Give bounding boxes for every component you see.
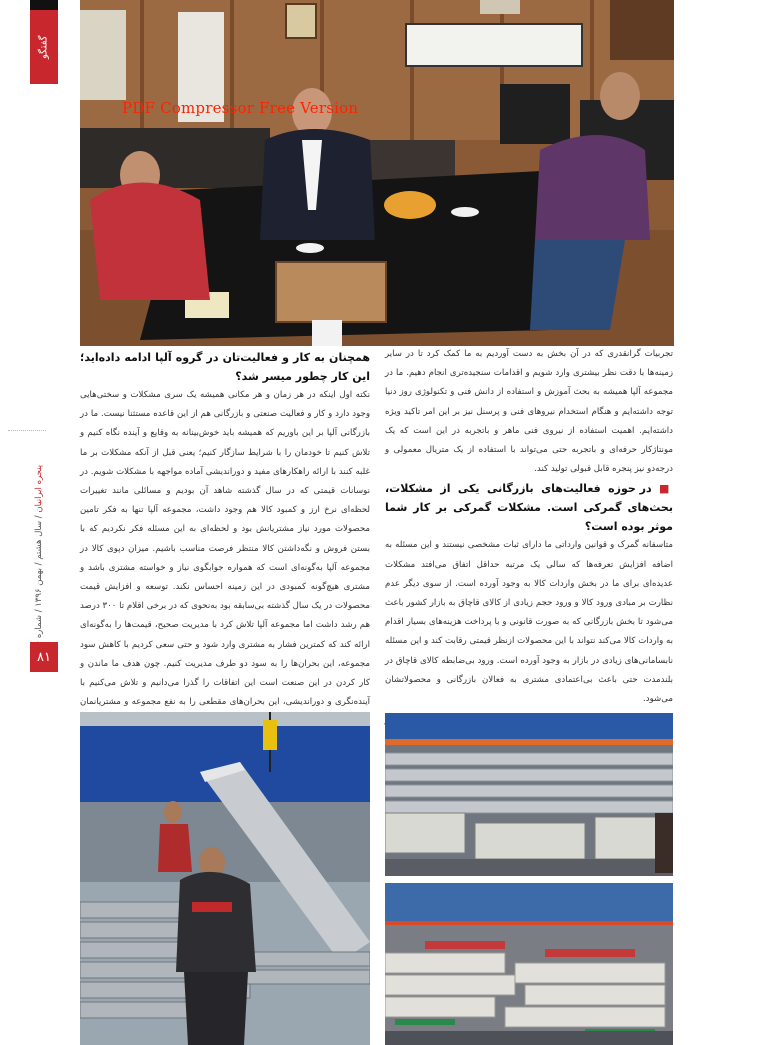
- answer-continuity: نکته اول اینکه در هر زمان و هر مکانی همیشه یک سری مشکلات و سختی‌هایی وجود دارد و کار و فعالیت صنعتی و بازرگانی هم از این قاعده مستثنا نیست. ما در بازرگانی آلپا بر این باوریم که همیشه باید خوش‌بینانه به وقایع و آینده نگاه کنیم و تلاش کنیم تا خودمان را با شرایط سازگار کنیم؛ یعنی قبل از آنکه مشکلات بر ما غلبه کنند با ارائه راهکارهای مفید و دوراندیشی آماده مواجهه با مشکلات شویم. در نوسانات قیمتی که در سال گذشته شاهد آن بودیم و مسائلی مانند تغییرات لحظه‌ای نرخ ارز و کمبود کالا هم وجود داشت، مجموعه آلپا تنها به فکر تامین محصولات مورد نیاز مشتریانش بود و لحظه‌ای به این مسئله فکر نکردیم که با بستن فروش و نگه‌داشتن کالا منتظر فرصت مناسب باشیم. میزان دپوی کالا در مجموعه آلپا به‌گونه‌ای است که همواره جوابگوی نیاز و خواسته مشتری باشد و مشتری هیچ‌گونه کمبودی در این زمینه احساس نکند. توسعه و افزایش قیمت محصولات در یک سال گذشته بی‌سابقه بود به‌نحوی که در برخی اقلام تا ۳۰۰ درصد هم رشد داشت اما مجموعه آلپا تلاش کرد با مدیریت صحیح، قیمت‌ها را به‌گونه‌ای ارائه کند که کمترین فشار به مشتری وارد شود و حتی سعی کردیم با کاهش سود مجموعه، این بحران‌ها را به سود دو طرف مدیریت کنیم. چون هدف ما ماندن و کار کردن در این صنعت است این اتفاقات را گذرا می‌دانیم و تلاش می‌کنیم با آینده‌نگری و دوراندیشی، این بحران‌های مقطعی را به نفع مجموعه و مشتریانمان: [80, 390, 370, 708]
- warehouse-bottom-image: [385, 883, 673, 1045]
- page-number: [30, 642, 58, 672]
- left-text-column: [80, 348, 370, 732]
- workers-steel-image: [80, 712, 370, 1045]
- warehouse-top-image: [385, 713, 673, 876]
- issue-info: / سال هشتم / بهمن ۱۳۹۶ / شماره: [34, 515, 44, 639]
- warehouse-photo-top: [385, 713, 673, 876]
- question-customs: [385, 479, 673, 536]
- magazine-issue-label: [34, 420, 48, 650]
- page-number-text: ۸۱: [37, 649, 51, 665]
- section-tab-label: گفتگو: [38, 35, 50, 59]
- answer-customs: متاسفانه گمرک و قوانین وارداتی ما دارای ثبات مشخصی نیستند و این مسئله به اضافه افزایش تعرفه‌ها که سالی یک مرتبه حداقل اتفاق می‌افتد مشکلات عدیده‌ای برای ما در بخش واردات کالا به وجود آورده است. از سوی دیگر عدم نظارت بر مبادی ورود کالا و ورود حجم زیادی از کالای قاچاق به بازار کشور باعث می‌شود تا بخش بازرگانی که به صورت قانونی و با پرداخت هزینه‌های بسیار اقدام به واردات کالا می‌کند نتواند با این محصولات ازنظر قیمتی رقابت کند و این مسئله نابسامانی‌های زیادی در بازار به وجود آورده است. ورود بی‌ضابطه کالای قاچاق در بلندمدت حتی باعث بی‌اعتمادی مشتری به فعالان بازرگانی و محصولاتشان می‌شود.: [385, 540, 673, 705]
- question-bullet: ■: [659, 482, 673, 496]
- question-customs-text: در حوزه فعالیت‌های بازرگانی یکی از مشکلات، بحث‌های گمرکی است. مشکلات گمرکی بر کار شما موثر بوده است؟: [385, 482, 673, 534]
- warehouse-photo-bottom: [385, 883, 673, 1045]
- section-tab: [30, 10, 58, 84]
- pdf-watermark: PDF Compressor Free Version: [122, 99, 359, 117]
- meeting-photo-image: [80, 0, 674, 346]
- question-continuity: همچنان به کار و فعالیت‌تان در گروه آلپا ادامه داده‌اید؛ این کار چطور میسر شد؟: [80, 351, 370, 383]
- magazine-name: پنجره ایرانیان: [34, 464, 44, 513]
- tab-top-accent: [30, 0, 58, 10]
- meeting-photo: [80, 0, 674, 346]
- intro-paragraph: تجربیات گرانقدری که در آن بخش به دست آوردیم به ما کمک کرد تا در سایر زمینه‌ها با دقت نظر بیشتری وارد شویم و اقدامات سنجیده‌تری انجام دهیم. ما در مجموعه آلپا همیشه به بحث آموزش و استفاده از دانش فنی و تکنولوژی روز دنیا توجه داشته‌ایم و هنگام استخدام نیروهای فنی و پرسنل نیز بر این امر تاکید ویژه داشته‌ایم. اهمیت استفاده از نیروی فنی ماهر و باتجربه در این است که یک مونتاژکار حرفه‌ای و باتجربه حتی می‌تواند با استفاده از یک متریال معمولی و درجه‌دو نیز پنجره قابل قبولی تولید کند.: [385, 349, 673, 475]
- workers-steel-photo: [80, 712, 370, 1045]
